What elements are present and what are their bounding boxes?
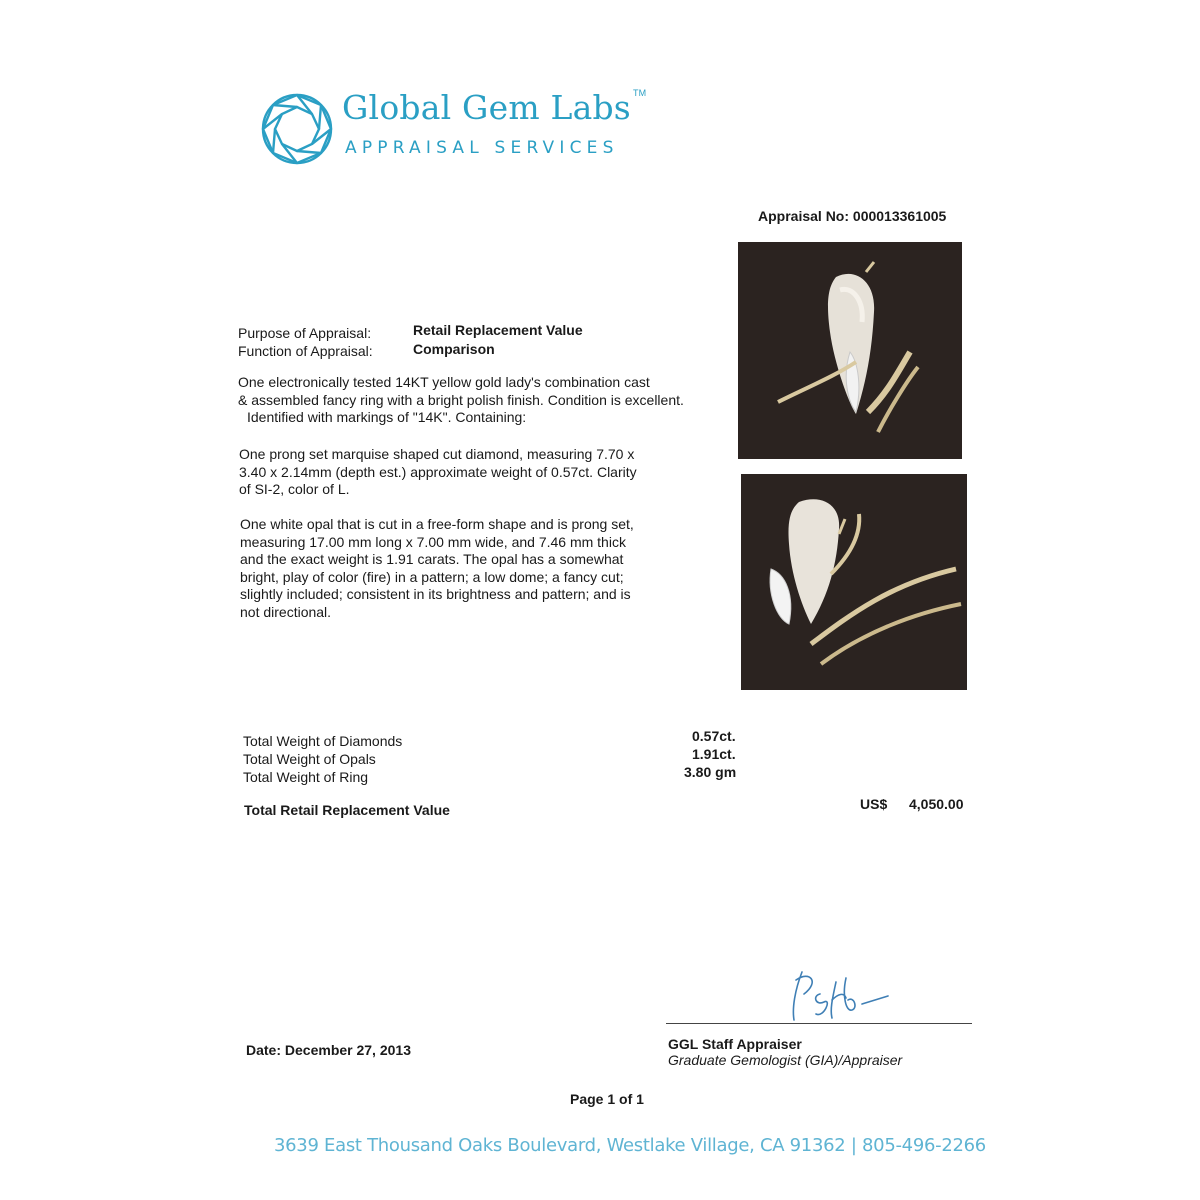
opal-description <box>240 516 634 621</box>
opal-line: not directional. <box>240 603 332 620</box>
appraisal-number: Appraisal No: 000013361005 <box>758 208 947 224</box>
brand-name <box>342 88 646 127</box>
function-label: Function of Appraisal: <box>238 343 373 359</box>
description-line: One electronically tested 14KT yellow gold lady's combination cast <box>238 374 650 390</box>
currency-label: US$ <box>860 796 888 812</box>
function-value: Comparison <box>413 341 495 357</box>
opal-line: and the exact weight is 1.91 carats. The opal has a somewhat <box>240 551 624 567</box>
total-ring-value: 3.80 gm <box>684 764 737 780</box>
purpose-value: Retail Replacement Value <box>413 322 583 338</box>
opal-line: One white opal that is cut in a free-form shape and is prong set, <box>240 516 634 532</box>
signature-line <box>666 1023 972 1024</box>
brand-name-text: Global Gem Labs <box>342 88 631 127</box>
appraiser-credentials: Graduate Gemologist (GIA)/Appraiser <box>668 1052 903 1068</box>
appraiser-signature <box>780 960 910 1030</box>
diamond-line: One prong set marquise shaped cut diamond, measuring 7.70 x <box>239 446 635 462</box>
page-number: Page 1 of 1 <box>570 1091 644 1107</box>
appraiser-title: GGL Staff Appraiser <box>668 1036 802 1052</box>
diamond-description <box>239 446 637 499</box>
ring-photo-top <box>738 242 962 459</box>
ring-description <box>238 374 684 427</box>
diamond-line: 3.40 x 2.14mm (depth est.) approximate weight of 0.57ct. Clarity <box>239 463 637 480</box>
brand-subtitle: APPRAISAL SERVICES <box>345 138 619 158</box>
total-ring-label: Total Weight of Ring <box>243 769 369 785</box>
total-value-amount: 4,050.00 <box>909 796 964 812</box>
appraisal-date: Date: December 27, 2013 <box>246 1042 411 1058</box>
ring-photo-bottom <box>741 474 967 690</box>
total-value-label: Total Retail Replacement Value <box>244 802 450 818</box>
total-diamonds-label: Total Weight of Diamonds <box>243 733 403 749</box>
diamond-line: of SI-2, color of L. <box>239 481 350 497</box>
opal-line: slightly included; consistent in its brightness and pattern; and is <box>240 586 631 602</box>
opal-line: measuring 17.00 mm long x 7.00 mm wide, and 7.46 mm thick <box>240 533 626 550</box>
opal-line: bright, play of color (fire) in a pattern; a low dome; a fancy cut; <box>240 568 624 585</box>
description-line: & assembled fancy ring with a bright polish finish. Condition is excellent. <box>238 391 684 408</box>
total-opals-label: Total Weight of Opals <box>243 751 376 767</box>
total-opals-value: 1.91ct. <box>692 746 736 762</box>
purpose-label: Purpose of Appraisal: <box>238 325 372 341</box>
trademark-mark: TM <box>632 88 647 98</box>
gem-logo-icon <box>260 92 334 166</box>
description-line: Identified with markings of "14K". Containing: <box>247 409 527 425</box>
total-diamonds-value: 0.57ct. <box>692 728 736 744</box>
footer-address: 3639 East Thousand Oaks Boulevard, Westlake Village, CA 91362 | 805-496-2266 <box>274 1135 986 1156</box>
